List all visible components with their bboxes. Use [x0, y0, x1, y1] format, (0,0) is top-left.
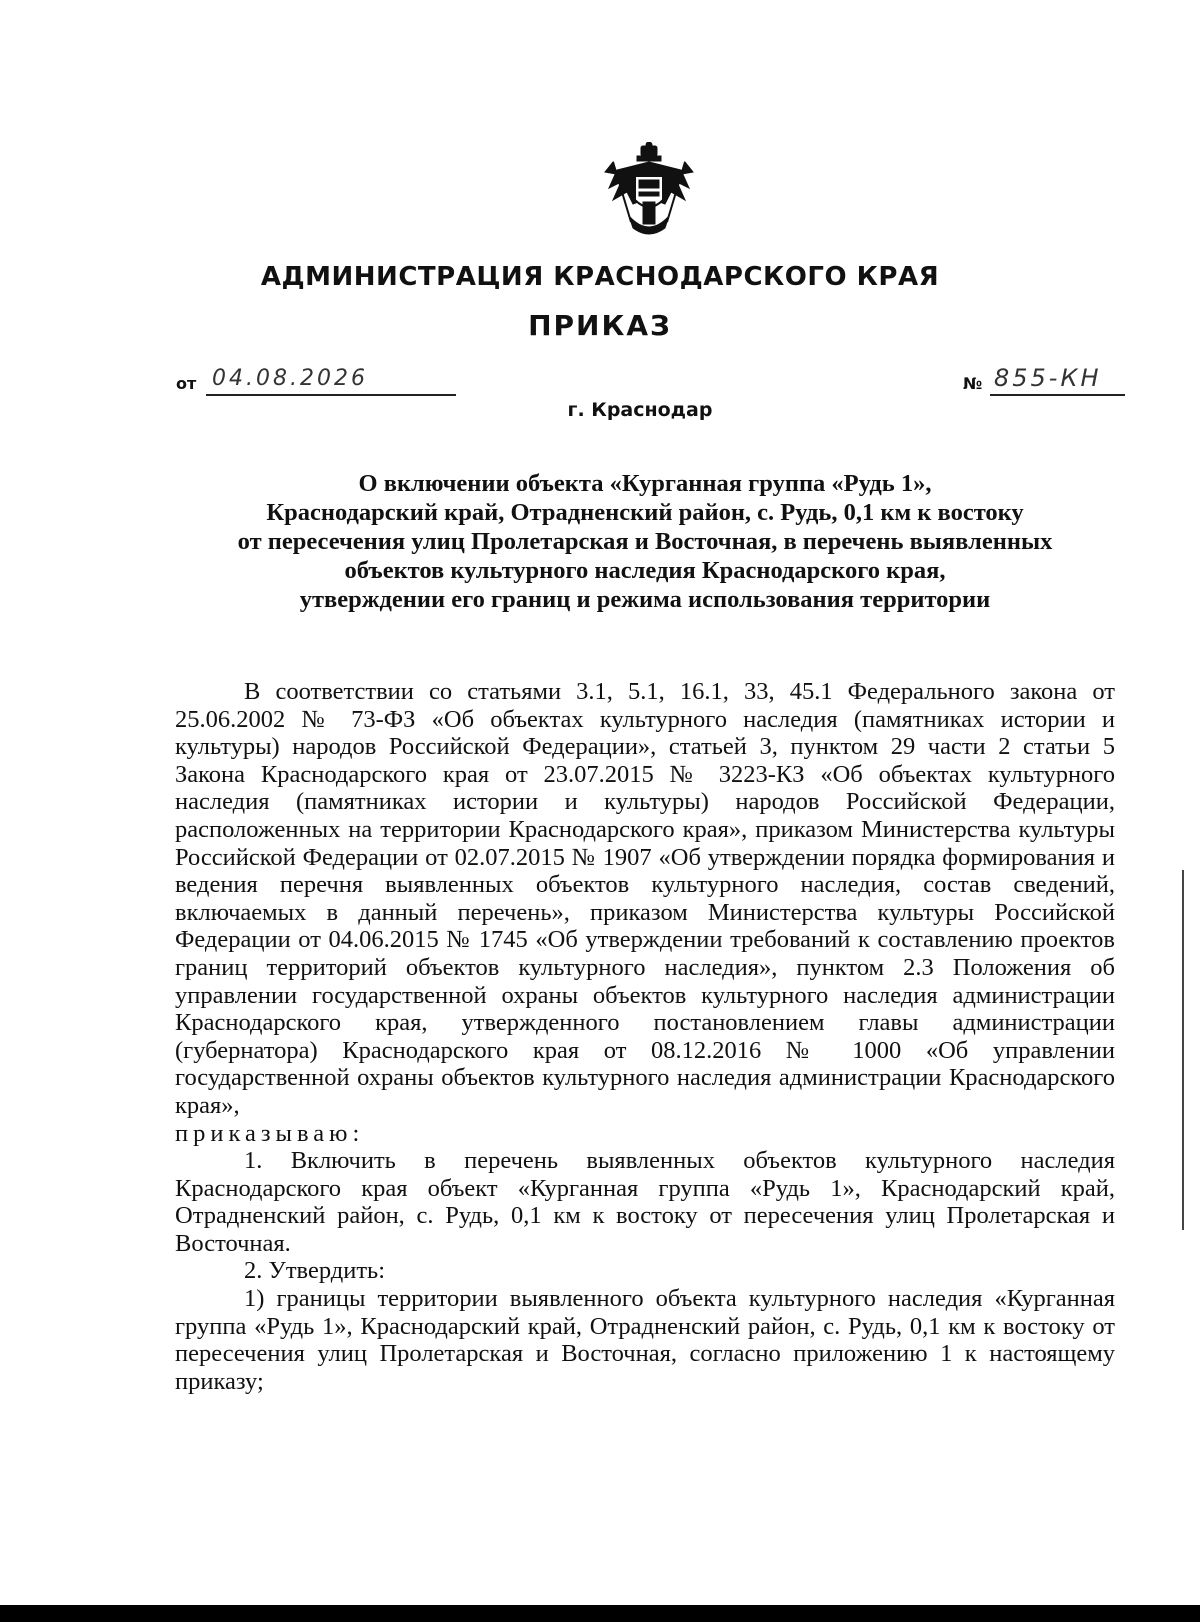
item-2-1-paragraph: 1) границы территории выявленного объекта культурного наследия «Курганная группа «Рудь 1», Краснодарский край, Отрадненский район, с. Рудь, 0,1 км к востоку от пересечения улиц Пролетарская и Восточная, согласно приложению 1 к настоящему приказу; — [175, 1285, 1115, 1395]
city-label: г. Краснодар — [567, 399, 713, 421]
title-line: О включении объекта «Курганная группа «Рудь 1», — [358, 470, 932, 497]
item-2-paragraph: 2. Утвердить: — [244, 1257, 386, 1285]
title-line: от пересечения улиц Пролетарская и Восточная, в перечень выявленных — [237, 528, 1053, 555]
preamble-paragraph: В соответствии со статьями 3.1, 5.1, 16.1, 33, 45.1 Федерального закона от 25.06.2002 № 73-ФЗ «Об объектах культурного наследия (памятниках истории и культуры) народов Российской Федерации», статьей 3, пунктом 29 части 2 статьи 5 Закона Краснодарского края от 23.07.2015 № 3223-КЗ «Об объектах культурного наследия (памятниках истории и культуры) народов Российской Федерации, расположенных на территории Краснодарского края», приказом Министерства культуры Российской Федерации от 02.07.2015 № 1907 «Об утверждении порядка формирования и ведения перечня выявленных объектов культурного наследия, состав сведений, включаемых в данный перечень», приказом Министерства культуры Российской Федерации от 04.06.2015 № 1745 «Об утверждении требований к составлению проектов границ территорий объектов культурного наследия», пунктом 2.3 Положения об управлении государственной охраны объектов культурного наследия администрации Краснодарского края, утвержденного постановлением главы администрации (губернатора) Краснодарского края от 08.12.2016 № 1000 «Об управлении государственной охраны объектов культурного наследия администрации Краснодарского края», — [175, 678, 1115, 1119]
document-type: ПРИКАЗ — [528, 309, 672, 342]
date-handwritten: 04.08.2026 — [212, 366, 368, 391]
title-line: объектов культурного наследия Краснодарского края, — [344, 557, 946, 584]
number-handwritten: 855-КН — [994, 364, 1102, 392]
organization-name: АДМИНИСТРАЦИЯ КРАСНОДАРСКОГО КРАЯ — [260, 262, 940, 292]
scan-edge-mark — [1182, 870, 1184, 1230]
date-label: от — [176, 374, 197, 393]
scan-bottom-border — [0, 1605, 1200, 1622]
document-title — [170, 469, 1120, 614]
document-body — [175, 678, 1115, 1395]
number-label: № — [963, 374, 983, 393]
item-1-paragraph: 1. Включить в перечень выявленных объектов культурного наследия Краснодарского края объект «Курганная группа «Рудь 1», Краснодарский край, Отрадненский район, с. Рудь, 0,1 км к востоку от пересечения улиц Пролетарская и Восточная. — [175, 1147, 1115, 1257]
title-line: утверждении его границ и режима использования территории — [299, 586, 991, 613]
coat-of-arms-emblem — [603, 142, 695, 242]
title-line: Краснодарский край, Отрадненский район, с. Рудь, 0,1 км к востоку — [266, 499, 1024, 526]
order-word: приказываю: — [175, 1119, 365, 1147]
